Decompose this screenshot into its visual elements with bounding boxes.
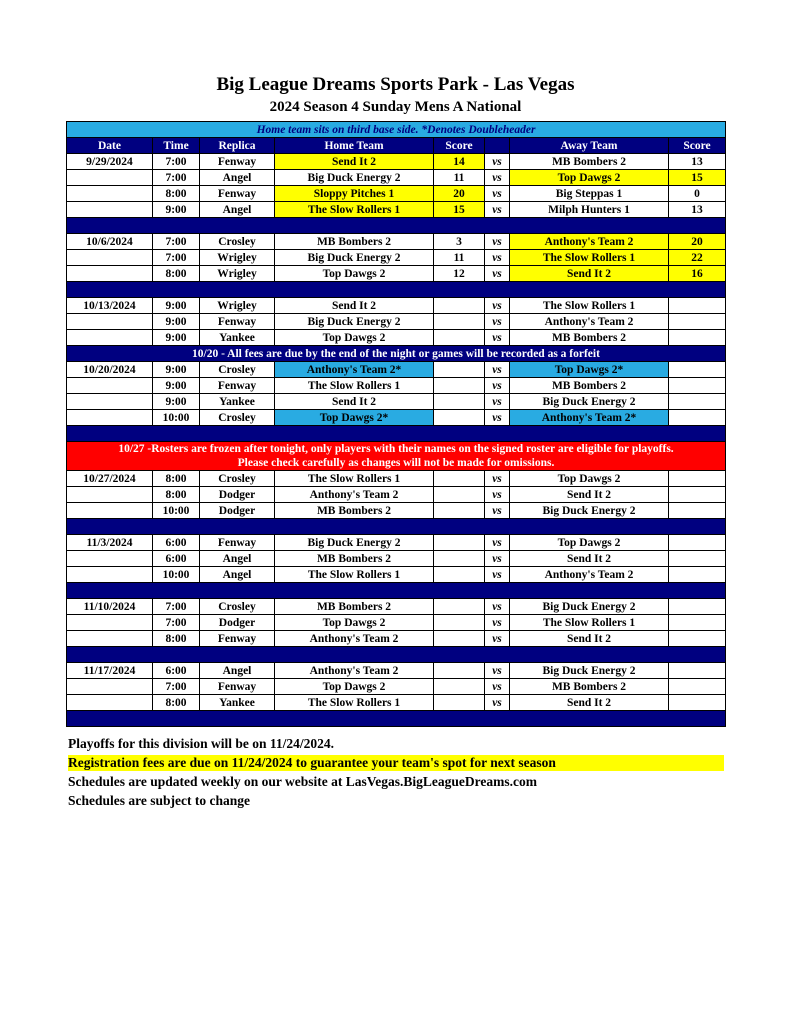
away-team: Top Dawgs 2* — [510, 362, 669, 378]
header-replica: Replica — [200, 138, 275, 154]
home-team: Anthony's Team 2* — [275, 362, 434, 378]
game-time: 9:00 — [153, 298, 200, 314]
away-score — [669, 298, 726, 314]
game-date — [67, 266, 153, 282]
home-score — [434, 679, 485, 695]
away-team: Milph Hunters 1 — [510, 202, 669, 218]
away-team: Top Dawgs 2 — [510, 170, 669, 186]
game-field: Wrigley — [200, 266, 275, 282]
vs-label: vs — [485, 362, 510, 378]
away-score: 13 — [669, 154, 726, 170]
game-date — [67, 631, 153, 647]
home-score — [434, 503, 485, 519]
home-team: The Slow Rollers 1 — [275, 471, 434, 487]
home-score — [434, 330, 485, 346]
away-team: Send It 2 — [510, 695, 669, 711]
away-team: Send It 2 — [510, 631, 669, 647]
away-score: 0 — [669, 186, 726, 202]
game-row — [67, 234, 726, 250]
game-row — [67, 154, 726, 170]
game-row — [67, 314, 726, 330]
away-team: MB Bombers 2 — [510, 154, 669, 170]
game-date — [67, 410, 153, 426]
home-team: Top Dawgs 2* — [275, 410, 434, 426]
home-team: Big Duck Energy 2 — [275, 314, 434, 330]
game-field: Yankee — [200, 394, 275, 410]
away-score: 15 — [669, 170, 726, 186]
home-score: 3 — [434, 234, 485, 250]
away-team: Top Dawgs 2 — [510, 471, 669, 487]
game-time: 8:00 — [153, 266, 200, 282]
game-time: 7:00 — [153, 615, 200, 631]
game-field: Crosley — [200, 599, 275, 615]
game-date — [67, 186, 153, 202]
game-time: 7:00 — [153, 250, 200, 266]
game-time: 10:00 — [153, 567, 200, 583]
vs-label: vs — [485, 234, 510, 250]
vs-label: vs — [485, 695, 510, 711]
schedule-table — [66, 121, 726, 727]
home-team: Top Dawgs 2 — [275, 679, 434, 695]
note-text: Home team sits on third base side. *Denotes Doubleheader — [67, 122, 726, 138]
vs-label: vs — [485, 615, 510, 631]
game-field: Crosley — [200, 362, 275, 378]
away-score — [669, 362, 726, 378]
week-separator — [67, 711, 726, 727]
game-time: 9:00 — [153, 202, 200, 218]
home-score: 15 — [434, 202, 485, 218]
game-row — [67, 551, 726, 567]
game-field: Wrigley — [200, 298, 275, 314]
home-team: Big Duck Energy 2 — [275, 535, 434, 551]
game-field: Fenway — [200, 535, 275, 551]
game-field: Crosley — [200, 410, 275, 426]
away-team: MB Bombers 2 — [510, 679, 669, 695]
home-team: The Slow Rollers 1 — [275, 695, 434, 711]
separator-cell — [67, 711, 726, 727]
vs-label: vs — [485, 487, 510, 503]
game-field: Angel — [200, 170, 275, 186]
vs-label: vs — [485, 551, 510, 567]
game-time: 9:00 — [153, 378, 200, 394]
game-date — [67, 170, 153, 186]
home-team: MB Bombers 2 — [275, 551, 434, 567]
home-team: Top Dawgs 2 — [275, 266, 434, 282]
game-row — [67, 535, 726, 551]
game-field: Wrigley — [200, 250, 275, 266]
home-team: The Slow Rollers 1 — [275, 378, 434, 394]
page-subtitle: 2024 Season 4 Sunday Mens A National — [269, 99, 522, 115]
header-date: Date — [67, 138, 153, 154]
away-team: Send It 2 — [510, 551, 669, 567]
away-score: 13 — [669, 202, 726, 218]
away-score — [669, 394, 726, 410]
away-score — [669, 615, 726, 631]
home-team: Big Duck Energy 2 — [275, 170, 434, 186]
game-row — [67, 202, 726, 218]
away-team: Big Duck Energy 2 — [510, 503, 669, 519]
home-team: MB Bombers 2 — [275, 234, 434, 250]
game-date — [67, 679, 153, 695]
game-time: 9:00 — [153, 314, 200, 330]
vs-label: vs — [485, 599, 510, 615]
game-date — [67, 330, 153, 346]
week-separator — [67, 583, 726, 599]
footer-playoffs: Playoffs for this division will be on 11/24/2024. — [68, 736, 335, 751]
away-score — [669, 663, 726, 679]
header-home-score: Score — [434, 138, 485, 154]
vs-label: vs — [485, 202, 510, 218]
game-time: 8:00 — [153, 631, 200, 647]
home-score — [434, 631, 485, 647]
alert-line-2: Please check carefully as changes will not be made for omissions. — [237, 457, 555, 469]
footer-registration: Registration fees are due on 11/24/2024 to guarantee your team's spot for next season — [68, 755, 724, 771]
game-field: Yankee — [200, 695, 275, 711]
game-date — [67, 378, 153, 394]
footer-change: Schedules are subject to change — [68, 793, 250, 808]
home-score — [434, 567, 485, 583]
game-time: 8:00 — [153, 695, 200, 711]
home-team: Top Dawgs 2 — [275, 615, 434, 631]
game-row — [67, 567, 726, 583]
vs-label: vs — [485, 266, 510, 282]
game-date: 10/13/2024 — [67, 298, 153, 314]
game-row — [67, 330, 726, 346]
game-field: Fenway — [200, 154, 275, 170]
home-team: Sloppy Pitches 1 — [275, 186, 434, 202]
game-row — [67, 410, 726, 426]
game-row — [67, 663, 726, 679]
vs-label: vs — [485, 250, 510, 266]
home-team: Send It 2 — [275, 154, 434, 170]
home-score — [434, 695, 485, 711]
home-team: Send It 2 — [275, 394, 434, 410]
game-time: 7:00 — [153, 154, 200, 170]
home-score — [434, 663, 485, 679]
home-team: Top Dawgs 2 — [275, 330, 434, 346]
away-team: MB Bombers 2 — [510, 330, 669, 346]
vs-label: vs — [485, 535, 510, 551]
home-score — [434, 471, 485, 487]
game-time: 10:00 — [153, 410, 200, 426]
away-score — [669, 631, 726, 647]
vs-label: vs — [485, 567, 510, 583]
home-score — [434, 362, 485, 378]
vs-label: vs — [485, 503, 510, 519]
alert-line-1: 10/27 -Rosters are frozen after tonight, only players with their names on the signed roster are eligible for playoffs. — [118, 443, 674, 455]
header-row — [67, 138, 726, 154]
game-date — [67, 567, 153, 583]
game-date: 11/17/2024 — [67, 663, 153, 679]
game-row — [67, 394, 726, 410]
game-time: 7:00 — [153, 599, 200, 615]
game-time: 9:00 — [153, 394, 200, 410]
vs-label: vs — [485, 378, 510, 394]
away-team: The Slow Rollers 1 — [510, 298, 669, 314]
away-team: Big Duck Energy 2 — [510, 599, 669, 615]
game-row — [67, 679, 726, 695]
week-separator — [67, 218, 726, 234]
home-team: Anthony's Team 2 — [275, 663, 434, 679]
game-time: 6:00 — [153, 663, 200, 679]
vs-label: vs — [485, 679, 510, 695]
alert-row — [67, 442, 726, 471]
home-team: Send It 2 — [275, 298, 434, 314]
home-score — [434, 487, 485, 503]
header-vs — [485, 138, 510, 154]
game-time: 8:00 — [153, 487, 200, 503]
away-score — [669, 535, 726, 551]
game-field: Fenway — [200, 631, 275, 647]
home-score: 11 — [434, 170, 485, 186]
vs-label: vs — [485, 471, 510, 487]
away-team: MB Bombers 2 — [510, 378, 669, 394]
vs-label: vs — [485, 410, 510, 426]
game-date — [67, 394, 153, 410]
away-score: 22 — [669, 250, 726, 266]
away-score — [669, 471, 726, 487]
game-date: 10/6/2024 — [67, 234, 153, 250]
game-row — [67, 615, 726, 631]
game-field: Fenway — [200, 186, 275, 202]
game-time: 7:00 — [153, 234, 200, 250]
away-score — [669, 599, 726, 615]
game-row — [67, 266, 726, 282]
game-time: 8:00 — [153, 471, 200, 487]
game-date — [67, 202, 153, 218]
week-separator — [67, 647, 726, 663]
game-date: 10/20/2024 — [67, 362, 153, 378]
home-score — [434, 599, 485, 615]
home-team: The Slow Rollers 1 — [275, 202, 434, 218]
away-team: Send It 2 — [510, 266, 669, 282]
home-score: 11 — [434, 250, 485, 266]
week-separator — [67, 282, 726, 298]
game-date — [67, 615, 153, 631]
away-score — [669, 378, 726, 394]
away-team: Anthony's Team 2 — [510, 567, 669, 583]
home-team: Big Duck Energy 2 — [275, 250, 434, 266]
header-away-score: Score — [669, 138, 726, 154]
separator-cell — [67, 519, 726, 535]
game-field: Dodger — [200, 503, 275, 519]
header-time: Time — [153, 138, 200, 154]
game-row — [67, 487, 726, 503]
schedule-body — [67, 154, 726, 727]
home-score — [434, 535, 485, 551]
game-field: Dodger — [200, 487, 275, 503]
away-score — [669, 503, 726, 519]
home-score — [434, 615, 485, 631]
away-team: Top Dawgs 2 — [510, 535, 669, 551]
away-team: Anthony's Team 2* — [510, 410, 669, 426]
home-score — [434, 551, 485, 567]
week-separator — [67, 519, 726, 535]
game-time: 6:00 — [153, 535, 200, 551]
game-field: Angel — [200, 663, 275, 679]
away-score — [669, 567, 726, 583]
game-time: 7:00 — [153, 679, 200, 695]
game-date: 11/3/2024 — [67, 535, 153, 551]
home-score — [434, 378, 485, 394]
week-separator — [67, 426, 726, 442]
game-row — [67, 471, 726, 487]
away-score: 20 — [669, 234, 726, 250]
game-row — [67, 170, 726, 186]
header-home-team: Home Team — [275, 138, 434, 154]
home-team: Anthony's Team 2 — [275, 487, 434, 503]
separator-cell — [67, 647, 726, 663]
away-team: The Slow Rollers 1 — [510, 250, 669, 266]
game-date: 11/10/2024 — [67, 599, 153, 615]
game-row — [67, 298, 726, 314]
game-row — [67, 378, 726, 394]
note-row — [67, 122, 726, 138]
away-score — [669, 330, 726, 346]
game-date — [67, 314, 153, 330]
away-team: Anthony's Team 2 — [510, 234, 669, 250]
game-field: Crosley — [200, 234, 275, 250]
separator-cell — [67, 218, 726, 234]
home-team: Anthony's Team 2 — [275, 631, 434, 647]
game-field: Angel — [200, 202, 275, 218]
game-field: Angel — [200, 551, 275, 567]
away-score — [669, 551, 726, 567]
game-row — [67, 250, 726, 266]
vs-label: vs — [485, 170, 510, 186]
vs-label: vs — [485, 330, 510, 346]
home-score: 20 — [434, 186, 485, 202]
notice-text: 10/20 - All fees are due by the end of the night or games will be recorded as a forfeit — [67, 346, 726, 362]
home-team: MB Bombers 2 — [275, 503, 434, 519]
game-row — [67, 695, 726, 711]
home-score — [434, 394, 485, 410]
game-date — [67, 487, 153, 503]
header-away-team: Away Team — [510, 138, 669, 154]
game-date — [67, 695, 153, 711]
game-time: 8:00 — [153, 186, 200, 202]
game-date — [67, 551, 153, 567]
game-field: Yankee — [200, 330, 275, 346]
game-row — [67, 631, 726, 647]
home-score: 12 — [434, 266, 485, 282]
game-row — [67, 599, 726, 615]
away-score: 16 — [669, 266, 726, 282]
away-score — [669, 410, 726, 426]
away-score — [669, 695, 726, 711]
game-time: 6:00 — [153, 551, 200, 567]
footer-website: Schedules are updated weekly on our website at LasVegas.BigLeagueDreams.com — [68, 774, 538, 789]
away-team: Big Steppas 1 — [510, 186, 669, 202]
game-date: 9/29/2024 — [67, 154, 153, 170]
vs-label: vs — [485, 186, 510, 202]
home-score — [434, 410, 485, 426]
home-team: MB Bombers 2 — [275, 599, 434, 615]
separator-cell — [67, 282, 726, 298]
away-score — [669, 487, 726, 503]
game-row — [67, 362, 726, 378]
away-score — [669, 679, 726, 695]
page-title: Big League Dreams Sports Park - Las Vegas — [216, 74, 575, 95]
game-time: 10:00 — [153, 503, 200, 519]
vs-label: vs — [485, 314, 510, 330]
alert-text — [67, 442, 726, 471]
game-row — [67, 503, 726, 519]
home-team: The Slow Rollers 1 — [275, 567, 434, 583]
vs-label: vs — [485, 298, 510, 314]
game-field: Angel — [200, 567, 275, 583]
home-score — [434, 314, 485, 330]
separator-cell — [67, 426, 726, 442]
vs-label: vs — [485, 631, 510, 647]
game-field: Dodger — [200, 615, 275, 631]
notice-row — [67, 346, 726, 362]
away-team: Big Duck Energy 2 — [510, 394, 669, 410]
game-time: 7:00 — [153, 170, 200, 186]
away-team: Big Duck Energy 2 — [510, 663, 669, 679]
separator-cell — [67, 583, 726, 599]
game-time: 9:00 — [153, 330, 200, 346]
away-score — [669, 314, 726, 330]
away-team: Anthony's Team 2 — [510, 314, 669, 330]
game-field: Fenway — [200, 378, 275, 394]
home-score: 14 — [434, 154, 485, 170]
vs-label: vs — [485, 394, 510, 410]
game-time: 9:00 — [153, 362, 200, 378]
game-date: 10/27/2024 — [67, 471, 153, 487]
home-score — [434, 298, 485, 314]
game-date — [67, 503, 153, 519]
game-field: Fenway — [200, 314, 275, 330]
game-date — [67, 250, 153, 266]
game-row — [67, 186, 726, 202]
vs-label: vs — [485, 663, 510, 679]
game-field: Crosley — [200, 471, 275, 487]
away-team: Send It 2 — [510, 487, 669, 503]
game-field: Fenway — [200, 679, 275, 695]
vs-label: vs — [485, 154, 510, 170]
away-team: The Slow Rollers 1 — [510, 615, 669, 631]
